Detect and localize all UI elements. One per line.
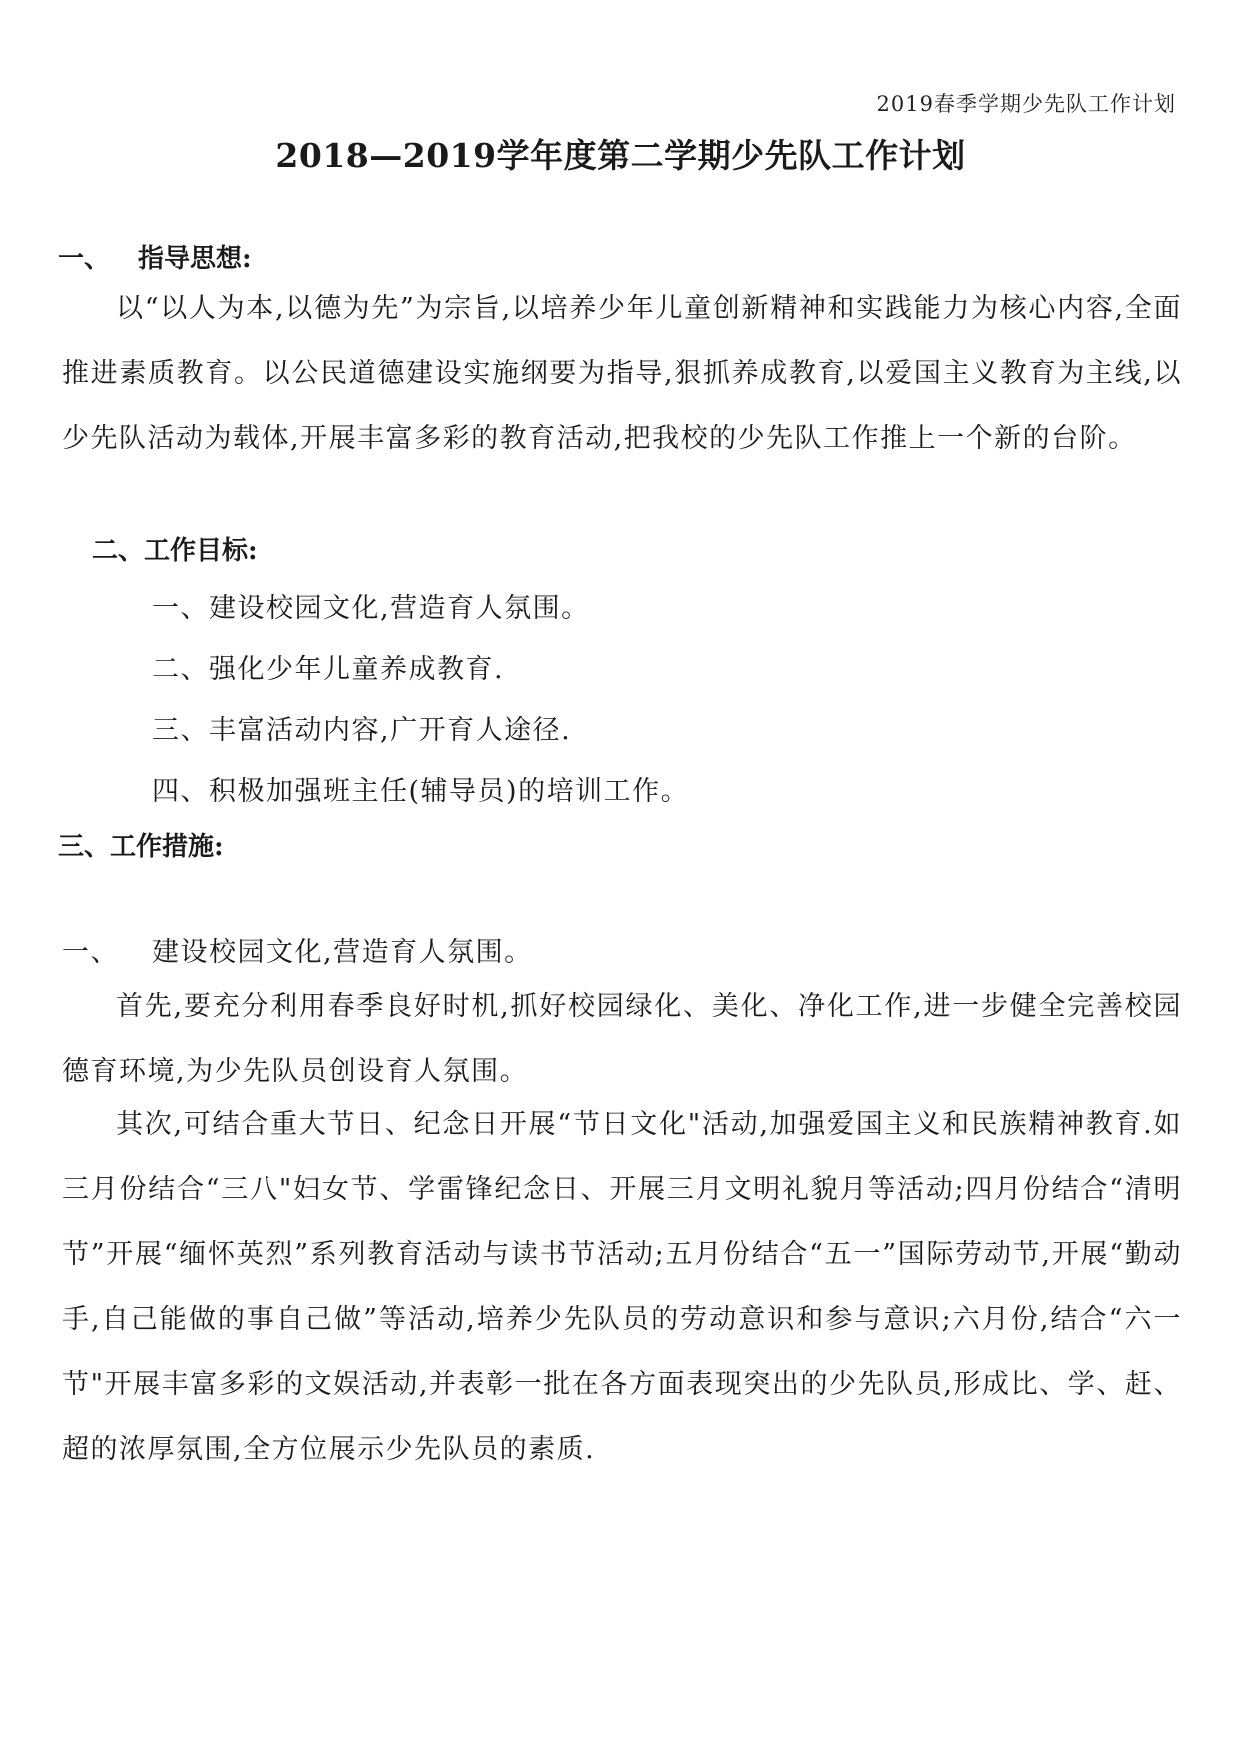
guiding-ideology-paragraph: 以“以人为本,以德为先”为宗旨,以培养少年儿童创新精神和实践能力为核心内容,全面推进素质教育。以公民道德建设实施纲要为指导,狠抓养成教育,以爱国主义教育为主线,以少先队活动为载体,开展丰富多彩的教育活动,把我校的少先队工作推上一个新的台阶。 — [62, 293, 1182, 454]
goal-item-4: 四、积极加强班主任(辅导员)的培训工作。 — [152, 776, 690, 807]
document-title: 2018—2019学年度第二学期少先队工作计划 — [275, 136, 966, 175]
section-heading-work-goals: 二、工作目标: — [92, 536, 258, 566]
goal-item-3: 三、丰富活动内容,广开育人途径. — [152, 715, 572, 746]
section-number: 一、 — [58, 244, 111, 274]
section-heading-work-measures: 三、工作措施: — [58, 832, 224, 862]
measure-label: 建设校园文化,营造育人氛围。 — [152, 937, 533, 968]
measure-1-paragraph-2: 其次,可结合重大节日、纪念日开展“节日文化"活动,加强爱国主义和民族精神教育.如三月份结合“三八"妇女节、学雷锋纪念日、开展三月文明礼貌月等活动;四月份结合“清明节”开展“缅怀英烈”系列教育活动与读书节活动;五月份结合“五一”国际劳动节,开展“勤动手,自己能做的事自己做”等活动,培养少先队员的劳动意识和参与意识;六月份,结合“六一节"开展丰富多彩的文娱活动,并表彰一批在各方面表现突出的少先队员,形成比、学、赶、超的浓厚氛围,全方位展示少先队员的素质. — [62, 1109, 1182, 1465]
running-header: 2019春季学期少先队工作计划 — [876, 92, 1176, 116]
measure-1-paragraph-1: 首先,要充分利用春季良好时机,抓好校园绿化、美化、净化工作,进一步健全完善校园德育环境,为少先队员创设育人氛围。 — [62, 991, 1182, 1087]
section-heading-guiding-ideology — [58, 238, 252, 275]
measure-heading-1 — [62, 930, 533, 969]
goal-item-1: 一、建设校园文化,营造育人氛围。 — [152, 593, 590, 624]
section-label: 指导思想: — [138, 244, 252, 274]
goal-item-2: 二、强化少年儿童养成教育. — [152, 654, 505, 685]
measure-number: 一、 — [62, 937, 119, 968]
